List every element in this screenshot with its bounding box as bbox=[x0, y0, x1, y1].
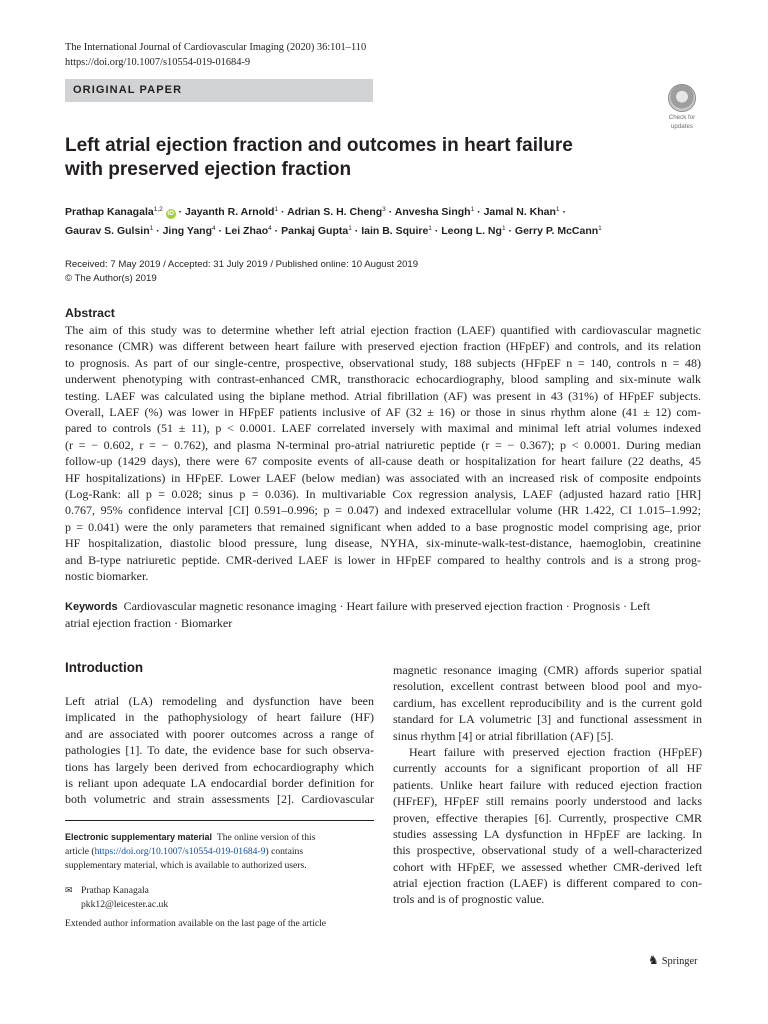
text-line: Heart failure with preserved ejection fraction (HFpEF) bbox=[409, 744, 702, 759]
text-line: (Log-Rank: all p = 0.028; sinus p = 0.036). In multivariable Cox regression analysis, LAEF (adjusted hazard ratio [HR] bbox=[65, 487, 701, 502]
author-separator: · bbox=[153, 224, 163, 237]
text-line: cohort with HFpEF, we assessed whether CMR-derived left bbox=[393, 859, 702, 874]
text-line: p = 0.041) were the only parameters that remained significant when added to a base prognostic model comprising age, prior bbox=[65, 519, 701, 534]
supplementary-note bbox=[65, 830, 374, 873]
journal-header bbox=[65, 40, 366, 70]
author-affiliation: 1 bbox=[149, 224, 154, 232]
introduction-heading: Introduction bbox=[65, 660, 144, 675]
text-line: testing. LAEF was calculated using the biplane method. Atrial fibrillation (AF) was present in 43 (31%) of HFpEF subjects. bbox=[65, 388, 701, 403]
abstract-body bbox=[65, 322, 701, 585]
author-name: Anvesha Singh bbox=[394, 206, 471, 218]
author-name: Jing Yang bbox=[162, 224, 212, 237]
abstract-heading: Abstract bbox=[65, 306, 115, 320]
author-list bbox=[65, 202, 715, 239]
check-for-updates-badge[interactable] bbox=[662, 84, 702, 130]
keywords-text: atrial ejection fraction · Biomarker bbox=[65, 616, 233, 631]
springer-horse-icon: ♞ bbox=[648, 953, 659, 967]
text-line: to prognosis. As part of our single-centre, prospective, observational study, 188 subjects (HFpEF n = 140, controls n = 48) bbox=[65, 355, 701, 370]
author-affiliation: 4 bbox=[268, 224, 272, 232]
text-line: standard for LA volumetric [3] and functional assessment in bbox=[393, 712, 702, 727]
author-affiliation: 1 bbox=[598, 224, 602, 232]
text-line: underwent phenotyping with contrast-enhanced CMR, transthoracic echocardiography, blood sampling and six-minute walk bbox=[65, 372, 701, 387]
text-line: HF hospitalization, diastolic blood pressure, lung disease, NYHA, six-minute-walk-test-distance, haemoglobin, creatinine bbox=[65, 536, 701, 551]
section-label: ORIGINAL PAPER bbox=[65, 79, 373, 102]
text-line: atrial ejection fraction (LAEF) is different compared to con- bbox=[393, 876, 702, 891]
text-line: proven, effective therapies [6]. Currently, prospective CMR bbox=[393, 810, 702, 825]
author-name: Prathap Kanagala bbox=[65, 206, 154, 218]
corresponding-author bbox=[65, 883, 168, 912]
text-line: The aim of this study was to determine whether left atrial ejection fraction (LAEF) quantified with cardiovascular magnetic bbox=[65, 323, 701, 337]
author-affiliation: 1 bbox=[555, 206, 560, 213]
author-name: Pankaj Gupta bbox=[281, 224, 349, 237]
text-line: currently accounts for a significant proportion of all HF bbox=[393, 761, 702, 776]
author-separator: · bbox=[215, 224, 225, 237]
author-separator: · bbox=[351, 224, 362, 237]
journal-citation: The International Journal of Cardiovascular Imaging (2020) 36:101–110 bbox=[65, 42, 367, 53]
author-name: Jayanth R. Arnold bbox=[185, 206, 275, 218]
author-affiliation: 1 bbox=[348, 224, 352, 232]
author-separator: · bbox=[474, 206, 484, 218]
contact-name: Prathap Kanagala bbox=[81, 885, 149, 896]
text-line: tions has largely been derived from echocardiography which bbox=[65, 759, 374, 774]
introduction-left-column bbox=[65, 693, 374, 808]
dates-line: Received: 7 May 2019 / Accepted: 31 July 2019 / Published online: 10 August 2019 bbox=[65, 259, 419, 270]
paper-title-line2: with preserved ejection fraction bbox=[65, 159, 352, 180]
text-line: resonance (CMR) was different between heart failure with preserved ejection fraction (HFpEF) and controls, and its relation bbox=[65, 339, 701, 354]
author-separator: · bbox=[505, 224, 515, 237]
envelope-icon: ✉ bbox=[65, 885, 73, 895]
author-separator: · bbox=[385, 206, 395, 218]
footnote-divider bbox=[65, 820, 374, 821]
publisher-logo bbox=[648, 953, 698, 968]
text-line: trols and is of prognostic value. bbox=[393, 892, 545, 907]
author-separator: · bbox=[175, 206, 186, 218]
keywords-block bbox=[65, 598, 701, 632]
esm-text: supplementary material, which is available to authorized users. bbox=[65, 860, 307, 871]
author-affiliation: 1,2 bbox=[153, 206, 163, 213]
check-for-updates-line1: Check for bbox=[668, 114, 696, 121]
text-line: (HFrEF), HFpEF still remains poorly understood and lacks bbox=[393, 794, 702, 809]
author-affiliation: 1 bbox=[470, 206, 475, 213]
author-affiliation: 1 bbox=[428, 224, 432, 232]
text-line: HF hospitalizations) in HFpEF. Lower LAEF (below median) was associated with an increased risk of composite endpoints bbox=[65, 470, 701, 485]
text-line: patients. Unlike heart failure with reduced ejection fraction bbox=[393, 777, 702, 792]
copyright-line: © The Author(s) 2019 bbox=[65, 272, 157, 284]
text-line: (r = − 0.602, r = − 0.762), and plasma N-terminal pro-atrial natriuretic peptide (r = − 0.367); p < 0.0001. During median bbox=[65, 437, 701, 452]
contact-email[interactable]: pkk12@leicester.ac.uk bbox=[81, 899, 169, 910]
text-line: studies assessing LA dysfunction in HFpEF are lacking. In bbox=[393, 826, 702, 841]
esm-text: ) contains bbox=[265, 846, 304, 857]
author-separator: · bbox=[271, 224, 282, 237]
text-line: resolution, excellent contrast between blood pool and myo- bbox=[393, 679, 702, 694]
author-separator: · bbox=[278, 206, 288, 218]
text-line: cardium, has excellent reproducibility and is the current gold bbox=[393, 695, 702, 710]
text-line: follow-up (1429 days), there were 67 composite events of all-cause death or hospitalization for heart failure (22 deaths, 45 bbox=[65, 454, 701, 469]
esm-text: article ( bbox=[65, 846, 95, 857]
journal-doi[interactable]: https://doi.org/10.1007/s10554-019-01684-9 bbox=[65, 57, 251, 68]
author-row bbox=[65, 202, 715, 221]
author-affiliation: 4 bbox=[212, 224, 216, 232]
check-for-updates-icon bbox=[668, 84, 696, 112]
author-separator: · bbox=[431, 224, 442, 237]
extended-author-info: Extended author information available on the last page of the article bbox=[65, 918, 327, 929]
publication-dates bbox=[65, 258, 418, 285]
text-line: Overall, LAEF (%) was lower in HFpEF patients inclusive of AF (32 ± 16) or those in sinus rhythm alone (41 ± 12) com- bbox=[65, 405, 701, 420]
author-affiliation: 3 bbox=[382, 206, 386, 213]
text-line: magnetic resonance imaging (CMR) affords superior spatial bbox=[393, 663, 702, 677]
author-affiliation: 1 bbox=[501, 224, 506, 232]
text-line: 0.767, 95% confidence interval [CI] 0.591–0.996; p = 0.047) and indexed extracellular volume (HR 1.422, CI 1.015–1.992; bbox=[65, 503, 701, 518]
esm-link[interactable]: https://doi.org/10.1007/s10554-019-01684-9 bbox=[94, 846, 266, 857]
text-line: sinus rhythm [4] or atrial fibrillation (AF) [5]. bbox=[393, 728, 614, 743]
paper-title bbox=[65, 134, 605, 182]
keywords-text: Cardiovascular magnetic resonance imaging · Heart failure with preserved ejection fraction · Prognosis · Left bbox=[123, 599, 651, 613]
author-name: Leong L. Ng bbox=[441, 224, 502, 237]
check-for-updates-line2: updates bbox=[670, 123, 694, 130]
publisher-name: Springer bbox=[661, 956, 698, 967]
orcid-icon[interactable]: iD bbox=[167, 210, 174, 217]
text-line: this prospective, observational study of a well-characterized bbox=[393, 843, 702, 858]
author-name: Adrian S. H. Cheng bbox=[287, 206, 383, 218]
author-affiliation: 1 bbox=[274, 206, 279, 213]
keywords-label: Keywords bbox=[65, 601, 118, 613]
text-line: both volumetric and strain assessments [2]. Cardiovascular bbox=[65, 792, 374, 807]
text-line: nostic biomarker. bbox=[65, 569, 149, 584]
text-line: Left atrial (LA) remodeling and dysfunction have been bbox=[65, 694, 374, 708]
text-line: pathologies [1]. To date, the evidence base for such observa- bbox=[65, 743, 374, 758]
author-name: Lei Zhao bbox=[224, 224, 269, 237]
author-row bbox=[65, 221, 715, 240]
text-line: and B-type natriuretic peptide. CMR-derived LAEF is lower in HFpEF compared to healthy controls and is a strong prog- bbox=[65, 552, 701, 567]
esm-label: Electronic supplementary material bbox=[65, 832, 213, 842]
text-line: is reliant upon adequate LA endocardial border definition for bbox=[65, 775, 374, 790]
author-name: Gerry P. McCann bbox=[514, 224, 599, 237]
esm-text: The online version of this bbox=[216, 832, 316, 843]
author-separator: · bbox=[559, 206, 566, 218]
text-line: implicated in the pathophysiology of heart failure (HF) bbox=[65, 710, 374, 725]
text-line: and are associated with poorer outcomes across a range of bbox=[65, 726, 374, 741]
paper-title-line1: Left atrial ejection fraction and outcomes in heart failure bbox=[65, 135, 573, 156]
introduction-right-column bbox=[393, 662, 702, 908]
author-name: Gaurav S. Gulsin bbox=[65, 224, 150, 237]
author-name: Jamal N. Khan bbox=[483, 206, 556, 218]
author-name: Iain B. Squire bbox=[361, 224, 429, 237]
text-line: pared to controls (51 ± 11), p < 0.0001. LAEF correlated inversely with maximal and minimal left atrial volumes indexed bbox=[65, 421, 701, 436]
